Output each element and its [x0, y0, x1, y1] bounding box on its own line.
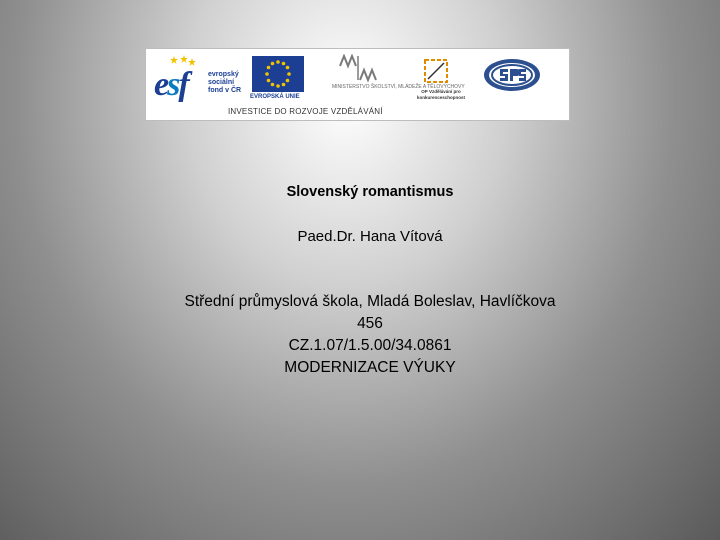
- school-number: 456: [357, 315, 383, 332]
- eu-logo: [250, 56, 306, 106]
- op-logo: [408, 53, 468, 109]
- sps-logo: [480, 55, 544, 95]
- eu-text: EVROPSKÁ UNIE: [250, 94, 300, 100]
- logo-banner: [145, 48, 570, 121]
- msmt-mark: [338, 54, 378, 86]
- esf-logo: [154, 55, 242, 105]
- sps-logo-icon: [480, 55, 544, 95]
- eu-flag-icon: [252, 56, 304, 92]
- author-name: Paed.Dr. Hana Vítová: [297, 228, 443, 245]
- msmt-text: MINISTERSTVO ŠKOLSTVÍ, MLÁDEŽE A TĚLOVÝCHOVY: [332, 84, 465, 90]
- project-code: CZ.1.07/1.5.00/34.0861: [288, 337, 452, 354]
- msmt-mark-icon: [338, 54, 378, 82]
- slide-title: Slovenský romantismus: [286, 184, 454, 200]
- school-name: Střední průmyslová škola, Mladá Boleslav, Havlíčkova: [184, 293, 556, 310]
- banner-tagline: INVESTICE DO ROZVOJE VZDĚLÁVÁNÍ: [228, 107, 383, 116]
- project-name: MODERNIZACE VÝUKY: [284, 359, 456, 376]
- esf-text: evropský sociální fond v ČR: [208, 71, 242, 94]
- esf-mark: esf: [154, 66, 188, 103]
- school-info: [0, 291, 720, 379]
- op-text: OP Vzdělávání pro konkurenceschopnost: [416, 89, 465, 100]
- op-frame-icon: [422, 57, 450, 85]
